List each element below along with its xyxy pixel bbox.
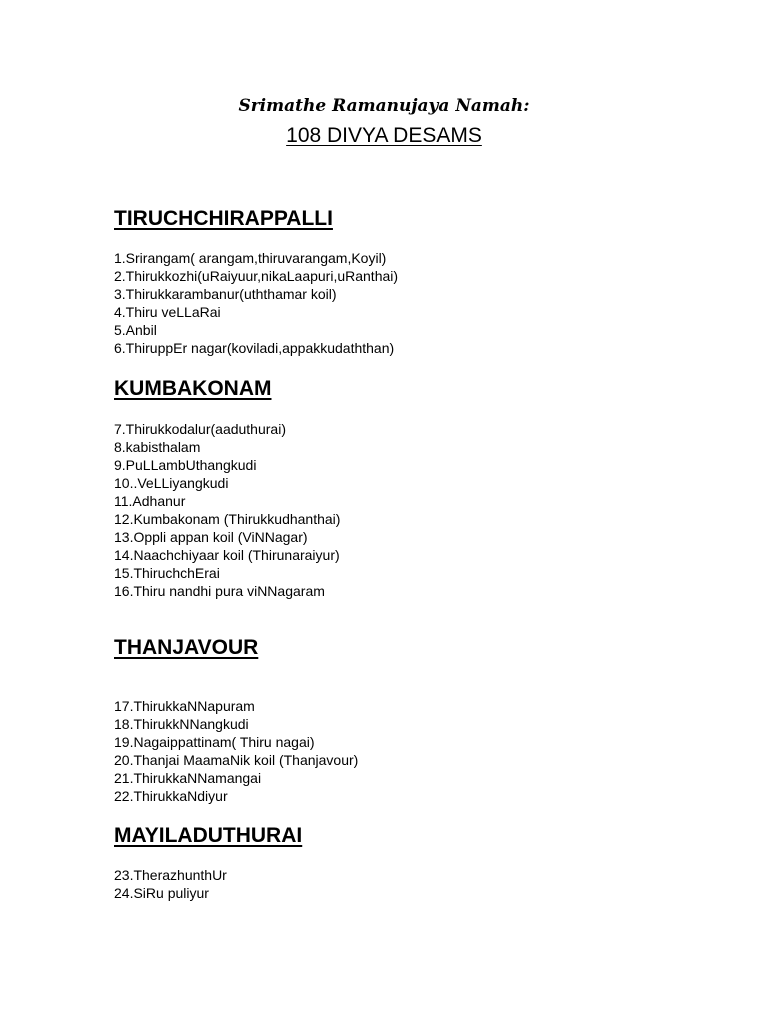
- list-item: 18.ThirukkNNangkudi: [114, 716, 249, 732]
- list-item: 1.Srirangam( arangam,thiruvarangam,Koyil): [114, 250, 387, 266]
- list-item: 3.Thirukkarambanur(uththamar koil): [114, 286, 337, 302]
- section-list-mayiladuthurai: [114, 866, 227, 902]
- section-heading-kumbakonam: KUMBAKONAM: [114, 377, 272, 400]
- list-item: 14.Naachchiyaar koil (Thirunaraiyur): [114, 547, 340, 563]
- list-item: 22.ThirukkaNdiyur: [114, 788, 228, 804]
- section-list-thanjavour: [114, 697, 358, 805]
- list-item: 19.Nagaippattinam( Thiru nagai): [114, 734, 315, 750]
- list-item: 20.Thanjai MaamaNik koil (Thanjavour): [114, 752, 359, 768]
- list-item: 11.Adhanur: [114, 493, 186, 509]
- list-item: 12.Kumbakonam (Thirukkudhanthai): [114, 511, 341, 527]
- section-list-tiruchchirappalli: [114, 249, 398, 357]
- list-item: 4.Thiru veLLaRai: [114, 304, 221, 320]
- list-item: 21.ThirukkaNNamangai: [114, 770, 262, 786]
- invocation-line: Srimathe Ramanujaya Namah:: [238, 96, 530, 116]
- list-item: 23.TherazhunthUr: [114, 867, 227, 883]
- list-item: 9.PuLLambUthangkudi: [114, 457, 257, 473]
- page-title-text: 108 DIVYA DESAMS: [286, 124, 482, 147]
- list-item: 16.Thiru nandhi pura viNNagaram: [114, 583, 325, 599]
- list-item: 2.Thirukkozhi(uRaiyuur,nikaLaapuri,uRanthai): [114, 268, 399, 284]
- section-heading-thanjavour: THANJAVOUR: [114, 636, 259, 659]
- list-item: 8.kabisthalam: [114, 439, 201, 455]
- list-item: 13.Oppli appan koil (ViNNagar): [114, 529, 308, 545]
- section-heading-tiruchchirappalli: TIRUCHCHIRAPPALLI: [114, 207, 333, 230]
- list-item: 7.Thirukkodalur(aaduthurai): [114, 421, 286, 437]
- list-item: 17.ThirukkaNNapuram: [114, 698, 255, 714]
- list-item: 10..VeLLiyangkudi: [114, 475, 229, 491]
- section-list-kumbakonam: [114, 420, 340, 600]
- page-title: [0, 123, 768, 149]
- list-item: 24.SiRu puliyur: [114, 885, 209, 901]
- section-heading-mayiladuthurai: MAYILADUTHURAI: [114, 824, 303, 847]
- list-item: 15.ThiruchchErai: [114, 565, 220, 581]
- list-item: 6.ThiruppEr nagar(koviladi,appakkudaththan): [114, 340, 395, 356]
- list-item: 5.Anbil: [114, 322, 157, 338]
